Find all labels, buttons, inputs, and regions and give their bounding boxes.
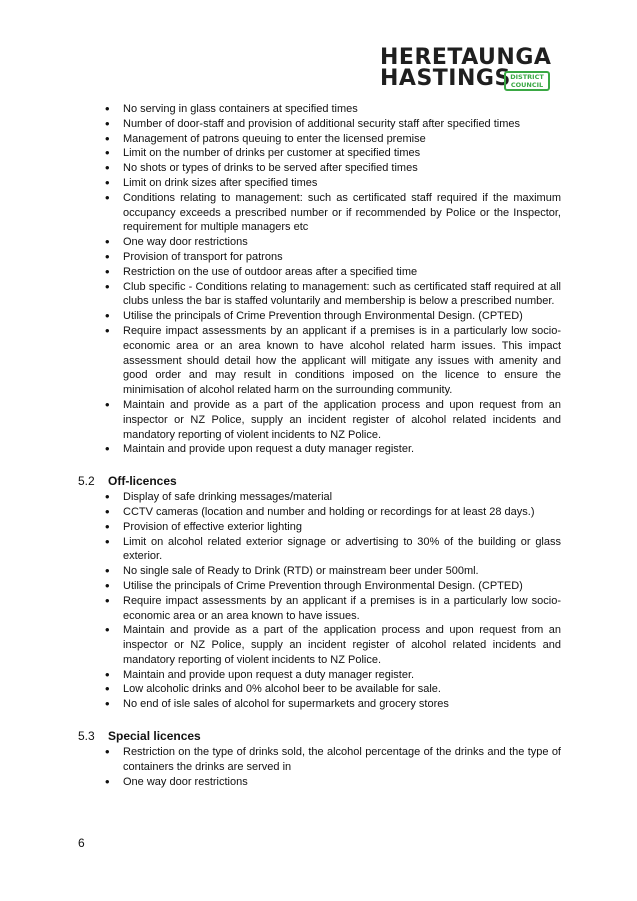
list-item: • Maintain and provide upon request a duty manager register. xyxy=(78,442,561,457)
list-item: • Require impact assessments by an applicant if a premises is in a particularly low socio-economic area or an area known to have alcohol related harm issues. This impact assessment should detail how the applicant will mitigate any issues with amenity and good order and may result in conditions imposed on the licence to ensure the minimisation of alcohol related harm on the surrounding community. xyxy=(78,324,561,398)
section-number: 5.2 xyxy=(78,474,95,489)
list-item: • One way door restrictions xyxy=(78,775,561,790)
list-item: • Restriction on the use of outdoor areas after a specified time xyxy=(78,265,561,280)
council-logo xyxy=(380,47,552,97)
list-item: • Provision of effective exterior lighting xyxy=(78,520,561,535)
page-number: 6 xyxy=(78,836,85,850)
list-item: • Utilise the principals of Crime Prevention through Environmental Design. (CPTED) xyxy=(78,579,561,594)
list-item: • Low alcoholic drinks and 0% alcohol beer to be available for sale. xyxy=(78,682,561,697)
list-item: • One way door restrictions xyxy=(78,235,561,250)
list-item: • Number of door-staff and provision of additional security staff after specified times xyxy=(78,117,561,132)
list-item: • Maintain and provide upon request a duty manager register. xyxy=(78,668,561,683)
section-bullet-list xyxy=(78,490,561,712)
list-item: • Provision of transport for patrons xyxy=(78,250,561,265)
logo-badge xyxy=(504,71,550,91)
list-item: • No end of isle sales of alcohol for supermarkets and grocery stores xyxy=(78,697,561,712)
list-item: • Require impact assessments by an applicant if a premises is in a particularly low socio-economic area or an area known to have issues. xyxy=(78,594,561,624)
logo-text-hastings: HASTINGS xyxy=(380,66,511,91)
list-item: • No single sale of Ready to Drink (RTD) or mainstream beer under 500ml. xyxy=(78,564,561,579)
list-item: • Utilise the principals of Crime Prevention through Environmental Design. (CPTED) xyxy=(78,309,561,324)
section-title: Special licences xyxy=(108,729,201,744)
section-title: Off-licences xyxy=(108,474,177,489)
section-heading xyxy=(78,472,561,490)
list-item: • No shots or types of drinks to be served after specified times xyxy=(78,161,561,176)
document-body xyxy=(78,102,561,789)
section-bullet-list xyxy=(78,745,561,789)
list-item: • Limit on drink sizes after specified times xyxy=(78,176,561,191)
sections-container xyxy=(78,472,561,789)
list-item: • Maintain and provide as a part of the application process and upon request from an inspector or NZ Police, supply an incident register of alcohol related incidents and mandatory reporting of violent incidents to NZ Police. xyxy=(78,623,561,667)
logo-text-heretaunga: HERETAUNGA xyxy=(380,45,552,70)
list-item: • No serving in glass containers at specified times xyxy=(78,102,561,117)
list-item: • Maintain and provide as a part of the application process and upon request from an inspector or NZ Police, supply an incident register of alcohol related incidents and mandatory reporting of violent incidents to NZ Police. xyxy=(78,398,561,442)
list-item: • Limit on alcohol related exterior signage or advertising to 30% of the building or glass exterior. xyxy=(78,535,561,565)
list-item: • Display of safe drinking messages/material xyxy=(78,490,561,505)
list-item: • Management of patrons queuing to enter the licensed premise xyxy=(78,132,561,147)
list-item: • Restriction on the type of drinks sold, the alcohol percentage of the drinks and the type of containers the drinks are served in xyxy=(78,745,561,775)
logo-badge-line2: COUNCIL xyxy=(510,80,544,89)
list-item: • Conditions relating to management: such as certificated staff required if the maximum occupancy exceeds a prescribed number or if recommended by Police or the Inspector, requirement for multiple managers etc xyxy=(78,191,561,235)
section-heading xyxy=(78,727,561,745)
intro-bullet-list xyxy=(78,102,561,457)
list-item: • Club specific - Conditions relating to management: such as certificated staff required at all clubs unless the bar is staffed voluntarily and membership is below a prescribed number. xyxy=(78,280,561,310)
logo-badge-line1: DISTRICT xyxy=(510,73,544,81)
list-item: • CCTV cameras (location and number and holding or recordings for at least 28 days.) xyxy=(78,505,561,520)
section-number: 5.3 xyxy=(78,729,95,744)
list-item: • Limit on the number of drinks per customer at specified times xyxy=(78,146,561,161)
